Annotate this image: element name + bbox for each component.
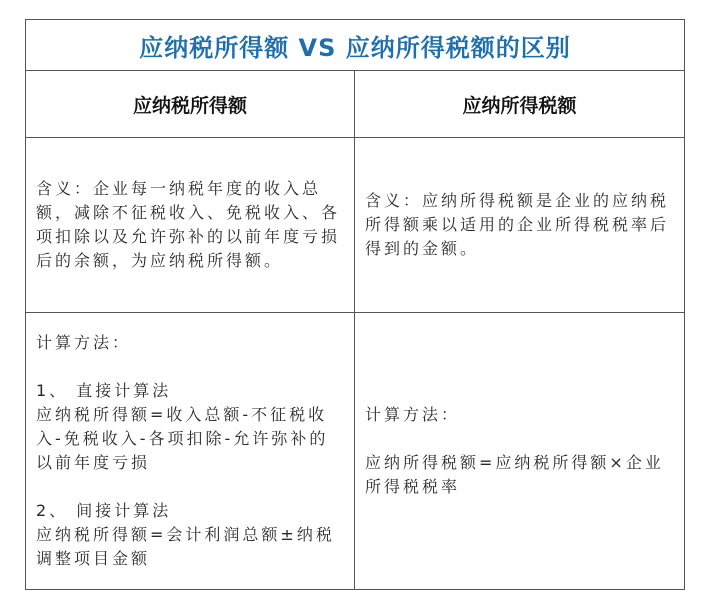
title-row bbox=[26, 20, 684, 71]
spacer bbox=[365, 427, 674, 451]
comparison-table bbox=[25, 19, 685, 590]
method1-formula: 应纳税所得额=收入总额-不征税收入-免税收入-各项扣除-允许弥补的以前年度亏损 bbox=[36, 405, 329, 472]
header-tax-payable: 应纳所得税额 bbox=[355, 71, 684, 138]
method2-formula: 应纳税所得额=会计利润总额±纳税调整项目金额 bbox=[36, 525, 335, 568]
calculation-taxable-income bbox=[26, 313, 355, 589]
spacer bbox=[36, 475, 344, 499]
calc-label-left: 计算方法： bbox=[36, 333, 132, 352]
definition-text-right: 含义：应纳所得税额是企业的应纳税所得额乘以适用的企业所得税税率后得到的金额。 bbox=[365, 191, 670, 258]
table-title: 应纳税所得额 VS 应纳所得税额的区别 bbox=[139, 33, 571, 62]
method2-title: 2、 间接计算法 bbox=[36, 501, 172, 520]
definition-tax-payable bbox=[355, 138, 684, 313]
right-formula: 应纳所得税额=应纳税所得额×企业所得税税率 bbox=[365, 453, 664, 496]
definition-taxable-income bbox=[26, 138, 355, 313]
definition-text-left: 含义：企业每一纳税年度的收入总额，减除不征税收入、免税收入、各项扣除以及允许弥补的以前年度亏损后的余额，为应纳税所得额。 bbox=[36, 179, 341, 270]
calc-label-right: 计算方法： bbox=[365, 405, 461, 424]
header-taxable-income: 应纳税所得额 bbox=[26, 71, 355, 138]
method1-title: 1、 直接计算法 bbox=[36, 381, 172, 400]
calculation-tax-payable bbox=[355, 313, 684, 589]
spacer bbox=[36, 355, 344, 379]
